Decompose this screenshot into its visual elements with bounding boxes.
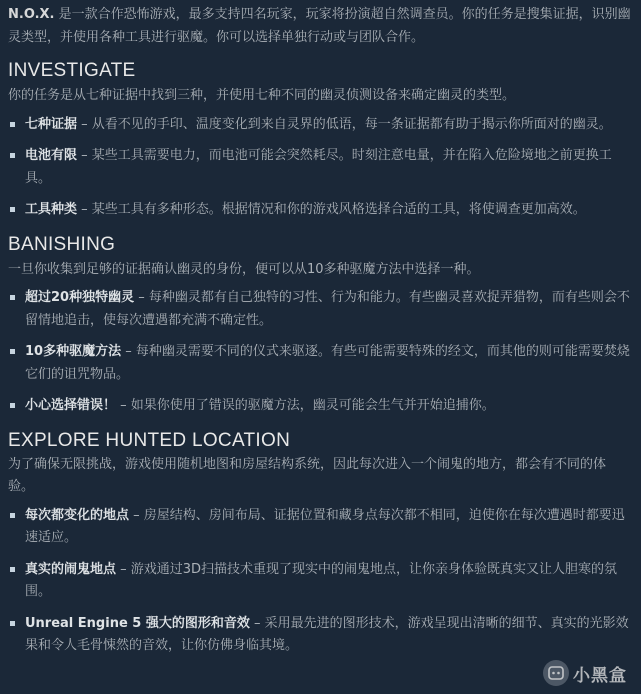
list-item-text: – 某些工具有多种形态。根据情况和你的游戏风格选择合适的工具，将使调查更加高效。	[77, 202, 586, 217]
list-item	[8, 505, 631, 550]
explore-heading: EXPLORE HUNTED LOCATION	[8, 429, 291, 451]
game-brand: N.O.X.	[8, 7, 55, 22]
list-item-term: 10多种驱魔方法	[25, 344, 122, 359]
investigate-intro: 你的任务是从七种证据中找到三种，并使用七种不同的幽灵侦测设备来确定幽灵的类型。	[8, 88, 516, 103]
list-item-text: – 房屋结构、房间布局、证据位置和藏身点每次都不相同，迫使你在每次遭遇时都要迅速适应。	[25, 507, 625, 545]
intro-text: 是一款合作恐怖游戏，最多支持四名玩家，玩家将扮演超自然调查员。你的任务是搜集证据，识别幽灵类型，并使用各种工具进行驱魔。你可以选择单独行动或与团队合作。	[8, 7, 631, 45]
bullet-square-icon	[10, 122, 15, 127]
list-item	[8, 395, 631, 418]
intro-paragraph	[8, 4, 631, 49]
bullet-square-icon	[10, 567, 15, 572]
list-item-term: 七种证据	[25, 116, 78, 132]
list-item-text: – 如果你使用了错误的驱魔方法，幽灵可能会生气并开始追捕你。	[116, 398, 495, 413]
list-item	[8, 613, 631, 658]
list-item	[8, 114, 631, 137]
list-item-text: – 从看不见的手印、温度变化到来自灵界的低语，每一条证据都有助于揭示你所面对的幽灵。	[77, 116, 612, 132]
bullet-square-icon	[10, 621, 15, 626]
list-item	[8, 145, 631, 190]
list-item-term: 真实的闹鬼地点	[25, 561, 117, 577]
bullet-square-icon	[10, 403, 15, 408]
bullet-square-icon	[10, 513, 15, 518]
list-item-term: 电池有限	[25, 148, 78, 163]
bullet-square-icon	[10, 153, 15, 158]
list-item-text: – 每种幽灵需要不同的仪式来驱逐。有些可能需要特殊的经文，而其他的则可能需要焚烧它们的诅咒物品。	[25, 344, 630, 382]
bullet-square-icon	[10, 207, 15, 212]
bullet-square-icon	[10, 295, 15, 300]
list-item	[8, 287, 631, 332]
banishing-heading: BANISHING	[8, 233, 116, 255]
heybox-logo-icon	[543, 660, 569, 686]
list-item-term: 每次都变化的地点	[25, 507, 130, 523]
investigate-list	[8, 114, 631, 222]
heybox-watermark	[543, 660, 627, 686]
list-item	[8, 341, 631, 386]
list-item-term: Unreal Engine 5 强大的图形和音效	[25, 615, 250, 631]
investigate-heading: INVESTIGATE	[8, 60, 136, 81]
banishing-list	[8, 287, 631, 418]
banishing-intro: 一旦你收集到足够的证据确认幽灵的身份，便可以从10多种驱魔方法中选择一种。	[8, 261, 480, 277]
list-item	[8, 559, 631, 604]
bullet-square-icon	[10, 349, 15, 354]
explore-intro: 为了确保无限挑战，游戏使用随机地图和房屋结构系统，因此每次进入一个闹鬼的地方，都会有不同的体验。	[8, 456, 607, 494]
list-item-term: 超过20种独特幽灵	[25, 290, 135, 305]
explore-list	[8, 505, 631, 658]
list-item-term: 工具种类	[25, 202, 78, 217]
watermark-text: 小黑盒	[573, 665, 627, 686]
list-item-text: – 某些工具需要电力，而电池可能会突然耗尽。时刻注意电量，并在陷入危险境地之前更换工具。	[25, 148, 612, 186]
list-item-text: – 游戏通过3D扫描技术重现了现实中的闹鬼地点，让你亲身体验既真实又让人胆寒的氛围。	[25, 561, 618, 599]
list-item-text: – 采用最先进的图形技术，游戏呈现出清晰的细节、真实的光影效果和令人毛骨悚然的音效，让你仿佛身临其境。	[25, 615, 629, 653]
list-item-term: 小心选择错误！	[25, 398, 117, 413]
list-item	[8, 199, 631, 222]
list-item-text: – 每种幽灵都有自己独特的习性、行为和能力。有些幽灵喜欢捉弄猎物，而有些则会不留情地追击，使每次遭遇都充满不确定性。	[25, 290, 630, 328]
